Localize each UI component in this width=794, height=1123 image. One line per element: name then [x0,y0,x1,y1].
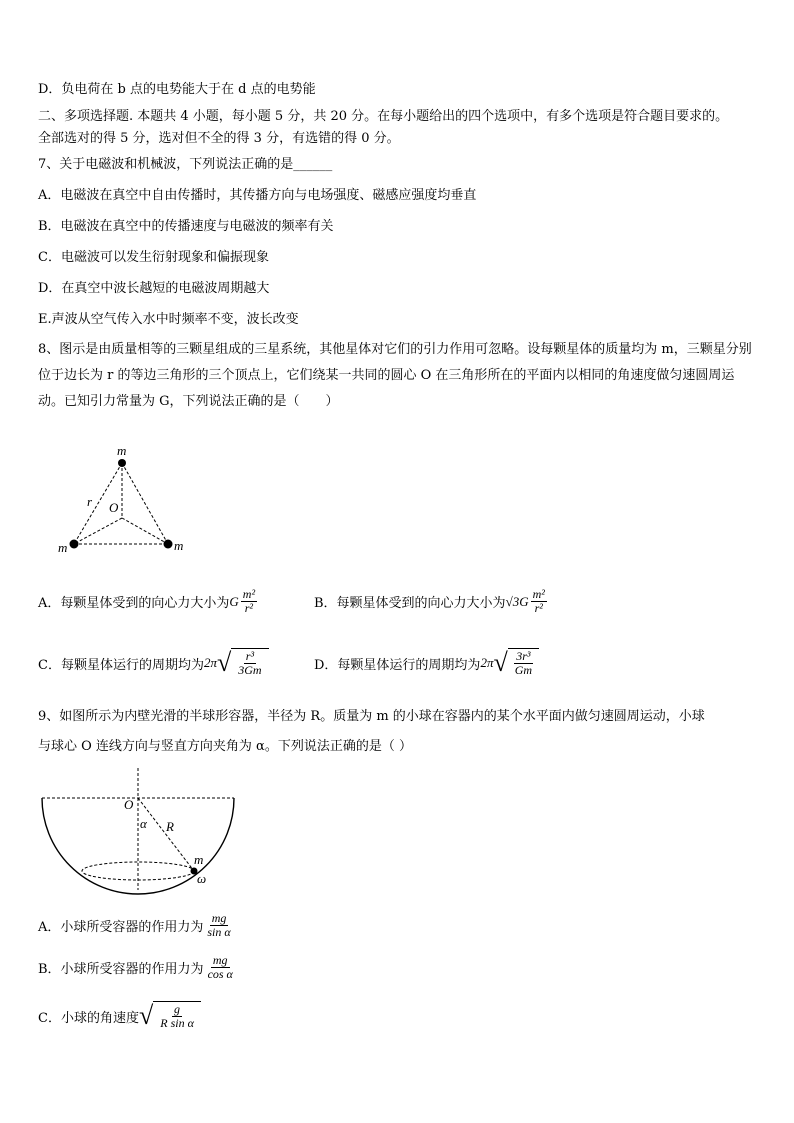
q8-option-b-num: m² [532,587,545,601]
q8-stem: 8、图示是由质量相等的三颗星组成的三星系统，其他星体对它们的引力作用可忽略。设每颗星体的质量均为 m，三颗星分别位于边长为 r 的等边三角形的三个顶点上，它们绕某一共同的圆心 O 在三角形所在的平面内以相同的角速度做匀速圆周运动。已知引力常量为 G，下列说法正确的是（ ） [38,342,752,409]
q9-option-c-text: C．小球的角速度 [38,1010,139,1026]
q9-mass-label: m [194,852,204,867]
q8-option-d-sqrt: √ $\frac{\text{3r³}}{Gm}$ [493,648,539,678]
q9-radius-label: R [166,819,174,834]
q8-option-a [38,588,259,615]
q8-option-a-fraction [241,588,257,615]
q8-option-a-text: A．每颗星体受到的向心力大小为 [38,596,230,611]
q9-stem-line2: 与球心 O 连线方向与竖直方向夹角为 α。下列说法正确的是（ ） [38,739,412,754]
q7-option-e: E.声波从空气传入水中时频率不变，波长改变 [38,312,299,327]
q9-omega-label: ω [197,871,207,886]
q8-option-b-fraction [531,588,547,615]
q8-option-b-text: B．每颗星体受到的向心力大小为 [314,596,506,611]
q8-option-c [38,648,269,678]
q9-option-b [38,954,237,981]
q7-option-a: A．电磁波在真空中自由传播时，其传播方向与电场强度、磁感应强度均垂直 [38,188,477,203]
q9-option-c-num: g [174,1002,181,1016]
q9-stem-line1: 9、如图所示为内壁光滑的半球形容器，半径为 R。质量为 m 的小球在容器内的某个水平面内做匀速圆周运动，小球 [38,709,705,724]
q8-option-a-den: r² [244,601,254,615]
q8-right-mass-label: m [174,538,184,553]
q8-side-label: r [87,494,93,509]
q7-stem: 7、关于电磁波和机械波，下列说法正确的是______ [38,157,333,172]
q9-option-b-text: B．小球所受容器的作用力为 [38,962,204,977]
q8-top-mass-label: m [117,443,127,458]
q9-center-label: O [124,797,134,812]
q9-option-a-num: mg [211,911,227,925]
section2-line1: 二、多项选择题. 本题共 4 小题，每小题 5 分，共 20 分。在每小题给出的四个选项中，有多个选项是符合题目要求的。 [38,109,729,124]
q8-option-c-coef: 2π [203,655,217,670]
q9-hemisphere-figure [38,765,238,900]
q8-option-b [314,588,549,615]
q9-option-c-sqrt: √ $\frac{g}{\text{R sin α}}$ [139,1001,201,1031]
q7-option-b: B．电磁波在真空中的传播速度与电磁波的频率有关 [38,219,334,234]
q8-option-b-den: r² [534,601,543,615]
q8-option-c-den: 3Gm [238,663,262,677]
q6-option-d: D．负电荷在 b 点的电势能大于在 d 点的电势能 [38,82,316,97]
q9-option-b-fraction [206,954,235,981]
q8-option-a-coef: G [229,593,239,609]
q8-option-d-den: Gm [514,663,533,677]
q9-option-b-num: mg [212,953,228,967]
q8-option-d-coef: 2π [480,655,494,670]
q8-left-mass-label: m [58,540,68,555]
q8-triangle-figure [55,440,205,560]
q8-option-d-text: D．每颗星体运行的周期均为 [314,657,481,673]
q7-option-d: D．在真空中波长越短的电磁波周期越大 [38,281,270,296]
q9-option-a-fraction [205,912,232,939]
q7-option-c: C．电磁波可以发生衍射现象和偏振现象 [38,250,269,265]
q8-option-a-num: m² [242,587,256,601]
section2-line2: 全部选对的得 5 分，选对但不全的得 3 分，有选错的得 0 分。 [38,131,400,146]
q9-option-a-text: A．小球所受容器的作用力为 [38,920,204,935]
q9-angle-label: α [140,816,147,831]
q9-option-b-den: cos α [207,967,233,981]
q8-option-d [314,648,539,678]
q8-option-b-coef: √3G [505,593,529,609]
q8-option-c-sqrt: √ $\frac{\text{r³}}{3Gm}$ [217,648,269,678]
q9-option-a-den: sin α [207,925,231,939]
q9-option-c [38,1001,201,1031]
q8-center-label: O [109,500,119,515]
q8-option-c-text: C．每颗星体运行的周期均为 [38,657,204,673]
q9-option-a [38,912,235,939]
q8-option-d-num: 3r³ [516,649,531,663]
q9-option-c-den: R sin α [160,1016,194,1030]
q8-option-c-num: r³ [245,649,255,663]
